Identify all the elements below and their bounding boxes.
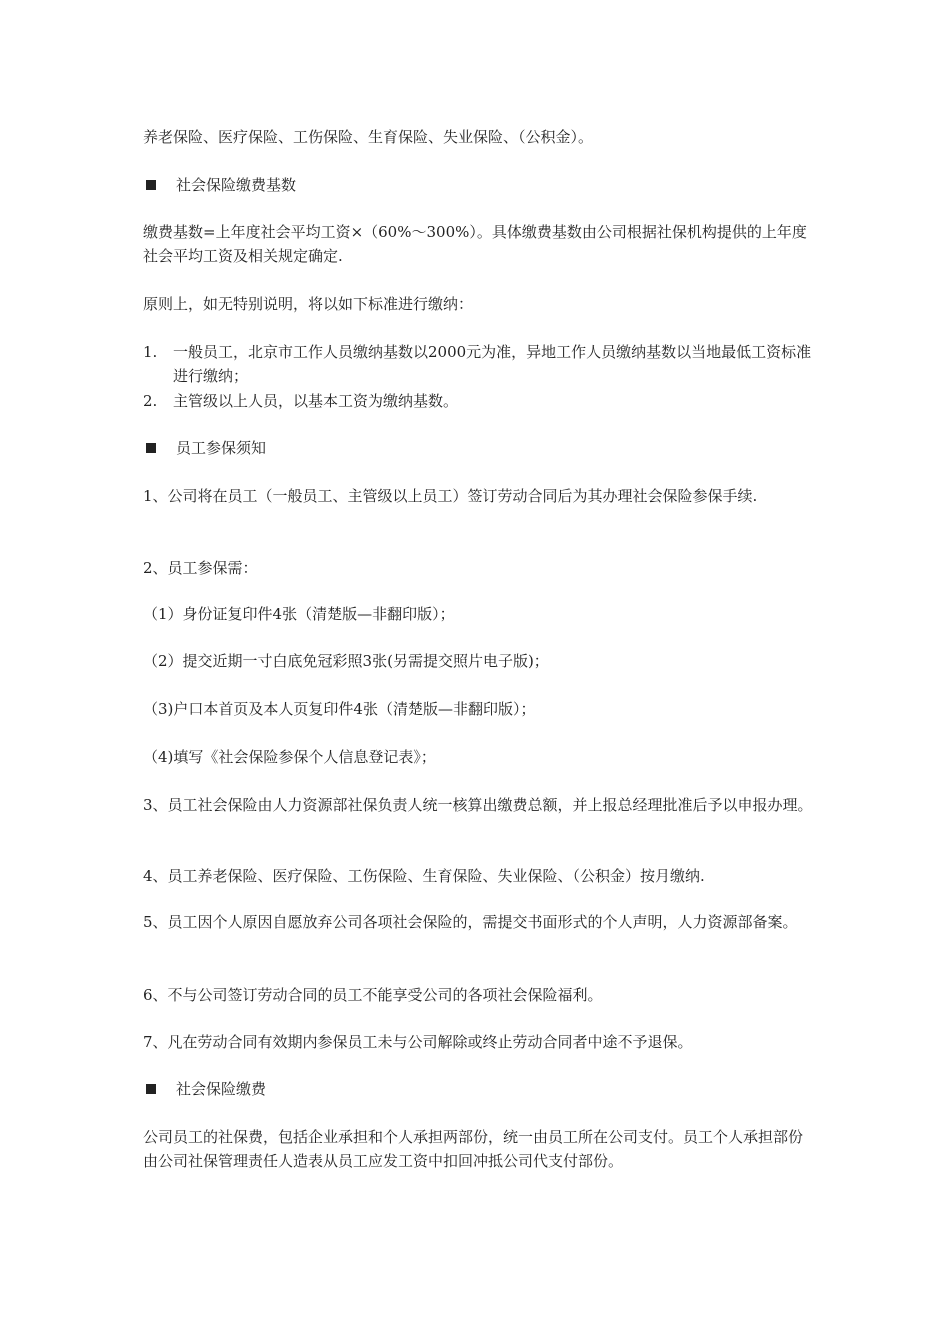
square-bullet-icon — [146, 443, 156, 453]
intro-paragraph: 养老保险、医疗保险、工伤保险、生育保险、失业保险、（公积金）。 — [143, 128, 594, 146]
contribution-base-paragraph: 缴费基数=上年度社会平均工资×（60%～300%）。具体缴费基数由公司根据社保机构提供的上年度社会平均工资及相关规定确定. — [143, 223, 807, 265]
list-number: 2. — [143, 392, 158, 410]
requirement-item: （2）提交近期一寸白底免冠彩照3张(另需提交照片电子版)； — [143, 652, 549, 670]
notice-paragraph: 2、员工参保需： — [143, 559, 258, 577]
square-bullet-icon — [146, 1084, 156, 1094]
list-text: 一般员工，北京市工作人员缴纳基数以2000元为准，异地工作人员缴纳基数以当地最低工资标准进行缴纳； — [173, 343, 812, 385]
notice-paragraph: 6、不与公司签订劳动合同的员工不能享受公司的各项社会保险福利。 — [143, 986, 603, 1004]
notice-paragraph: 1、公司将在员工（一般员工、主管级以上员工）签订劳动合同后为其办理社会保险参保手续. — [143, 487, 758, 505]
section-heading-contribution-base — [143, 173, 296, 197]
list-text: 主管级以上人员，以基本工资为缴纳基数。 — [173, 392, 459, 410]
list-item — [143, 389, 813, 413]
requirement-item: （1）身份证复印件4张（清楚版—非翻印版）； — [143, 605, 455, 623]
notice-paragraph: 3、员工社会保险由人力资源部社保负责人统一核算出缴费总额，并上报总经理批准后予以申报办理。 — [143, 796, 813, 814]
payment-paragraph: 公司员工的社保费，包括企业承担和个人承担两部份，统一由员工所在公司支付。员工个人承担部份由公司社保管理责任人造表从员工应发工资中扣回冲抵公司代支付部份。 — [143, 1128, 804, 1170]
section-heading-text: 社会保险缴费基数 — [176, 176, 297, 194]
requirement-item: （4)填写《社会保险参保个人信息登记表》； — [143, 748, 436, 766]
list-number: 1. — [143, 343, 158, 361]
requirement-item: （3)户口本首页及本人页复印件4张（清楚版—非翻印版）； — [143, 700, 536, 718]
section-heading-payment — [143, 1077, 266, 1101]
notice-paragraph: 4、员工养老保险、医疗保险、工伤保险、生育保险、失业保险、（公积金）按月缴纳. — [143, 867, 705, 885]
principle-paragraph: 原则上，如无特别说明，将以如下标准进行缴纳： — [143, 295, 474, 313]
list-item — [143, 340, 813, 388]
section-heading-text: 社会保险缴费 — [176, 1080, 267, 1098]
section-heading-enrollment-notes — [143, 436, 266, 460]
notice-paragraph: 7、凡在劳动合同有效期内参保员工未与公司解除或终止劳动合同者中途不予退保。 — [143, 1033, 693, 1051]
section-heading-text: 员工参保须知 — [176, 439, 267, 457]
square-bullet-icon — [146, 180, 156, 190]
notice-paragraph: 5、员工因个人原因自愿放弃公司各项社会保险的，需提交书面形式的个人声明，人力资源部备案。 — [143, 913, 798, 931]
